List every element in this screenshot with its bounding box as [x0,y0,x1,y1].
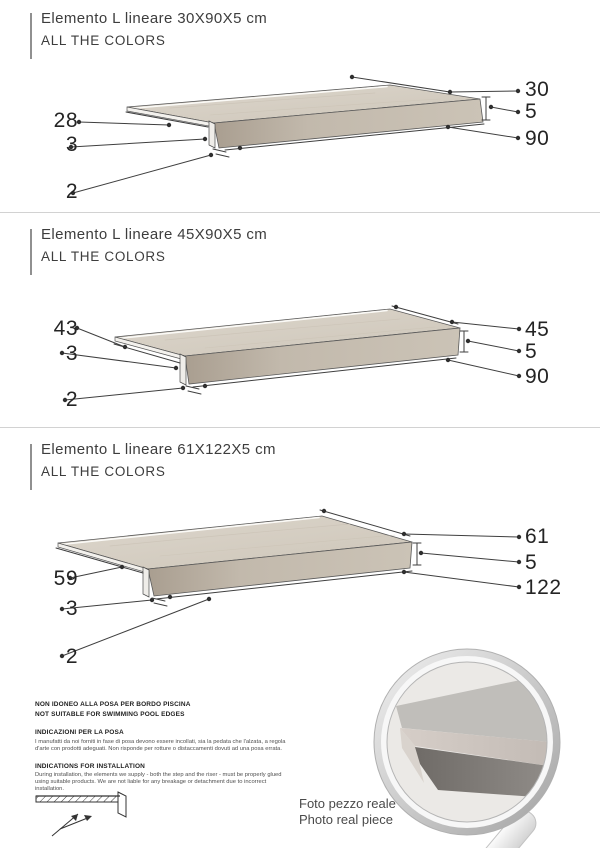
dim-length-3: 122 [525,576,562,599]
photo-caption-it: Foto pezzo reale [299,796,396,811]
no-pool-warning-it: NON IDONEO ALLA POSA PER BORDO PISCINA [35,701,191,708]
dim-inner-1: 28 [53,109,78,132]
section-subtitle: ALL THE COLORS [41,464,166,479]
dim-lip-thk-1: 2 [65,180,78,203]
photo-caption [299,796,396,828]
dim-lip-drop-3: 3 [65,597,78,620]
dim-thickness-1: 5 [525,100,538,123]
header-rule [30,229,32,275]
laying-body-en: During installation, the elements we supply - both the step and the riser - must be properly glued using suitable products. We are not liable for any breakage or detachment due to incorrect installation. [35,772,282,792]
drawing-30x90x5 [69,75,520,195]
section-divider [0,212,600,213]
section-title: Elemento L lineare 61X122X5 cm [41,441,276,458]
dim-length-2: 90 [525,365,550,388]
header-rule [30,13,32,59]
footer-notes [35,700,315,793]
drawing-61x122x5 [56,509,521,658]
section-title: Elemento L lineare 30X90X5 cm [41,10,268,27]
dim-depth-3: 61 [525,525,550,548]
header-rule [30,444,32,490]
drawing-45x90x5 [60,305,521,402]
section-divider [0,427,600,428]
section-subtitle: ALL THE COLORS [41,249,166,264]
photo-caption-en: Photo real piece [299,812,393,827]
dim-lip-thk-3: 2 [65,645,78,668]
laying-title-it: INDICAZIONI PER LA POSA [35,729,124,736]
section-header-1 [30,10,370,48]
dim-lip-drop-2: 3 [65,342,78,365]
section-header-2 [30,226,370,264]
dim-lip-drop-1: 3 [65,133,78,156]
section-title: Elemento L lineare 45X90X5 cm [41,226,268,243]
no-pool-warning-en: NOT SUITABLE FOR SWIMMING POOL EDGES [35,710,185,718]
section-subtitle: ALL THE COLORS [41,33,166,48]
dim-lip-thk-2: 2 [65,388,78,411]
dim-length-1: 90 [525,127,550,150]
section-header-3 [30,441,370,479]
dim-inner-3: 59 [53,567,78,590]
dim-thickness-3: 5 [525,551,538,574]
dim-depth-1: 30 [525,78,550,101]
laying-title-en: INDICATIONS FOR INSTALLATION [35,762,145,770]
dim-depth-2: 45 [525,318,550,341]
laying-body-it: I manufatti da noi forniti in fase di posa devono essere incollati, sia la pedata che l'alzata, a regola d'arte con prodotti adeguati. Non risponde per rotture o distaccamenti dovuti ad una posa errata. [35,738,286,752]
installation-diagram-icon [36,792,126,836]
dim-thickness-2: 5 [525,340,538,363]
real-piece-photo-magnifier [374,649,560,848]
dim-inner-2: 43 [53,317,78,340]
